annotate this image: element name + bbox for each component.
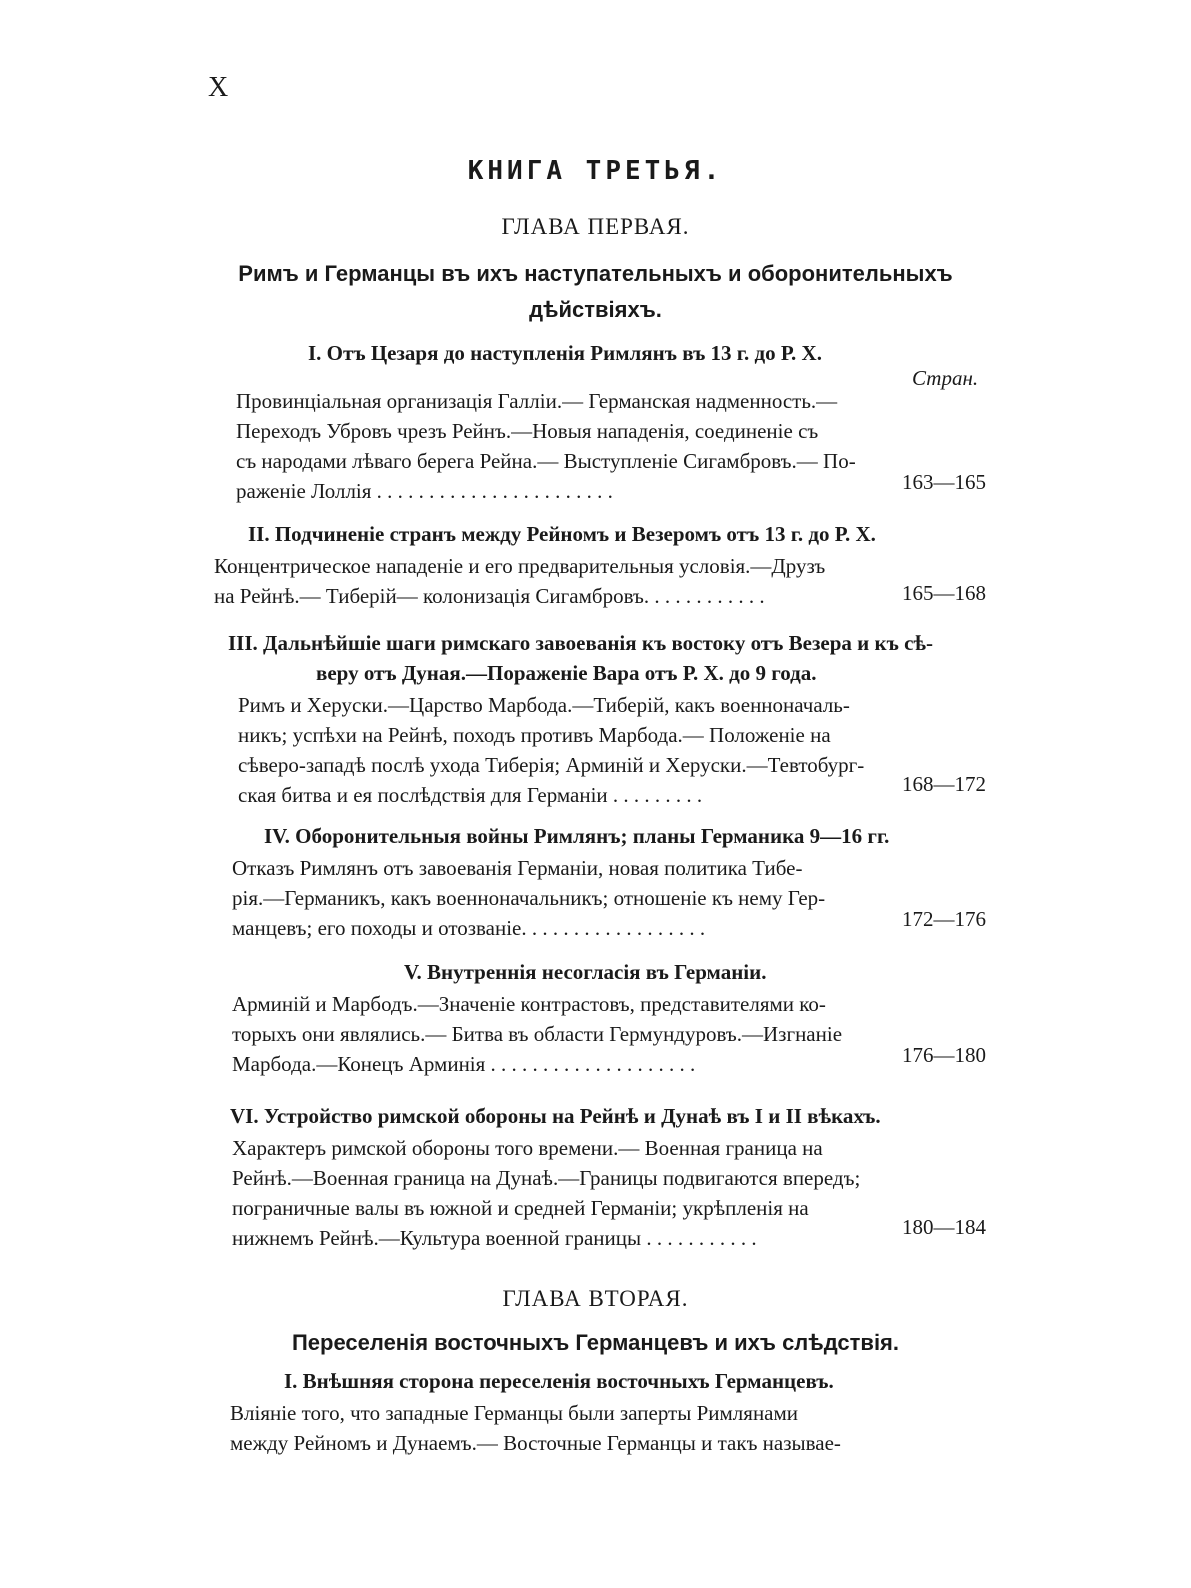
text-line: сѣверо-западѣ послѣ ухода Тиберія; Арминій и Херуски.—Тевтобург- [238,753,865,777]
section-text [232,853,825,943]
page-range: 180—184 [902,1215,986,1239]
text-line: на Рейнѣ.— Тиберій— колонизація Сигамбровъ. . . . . . . . . . . . [214,584,765,608]
text-line: Рейнѣ.—Военная граница на Дунаѣ.—Границы подвигаются впередъ; [232,1166,861,1190]
text-line: Римъ и Херуски.—Царство Марбода.—Тиберій, какъ военноначаль- [238,693,850,717]
text-line: нижнемъ Рейнѣ.—Культура военной границы . . . . . . . . . . . [232,1226,757,1250]
text-line: Отказъ Римлянъ отъ завоеванія Германіи, новая политика Тибе- [232,856,803,880]
chapter-label: ГЛАВА ПЕРВАЯ. [501,214,690,239]
page-range: 168—172 [902,772,986,796]
text-line: Концентрическое нападеніе и его предварительныя условія.—Друзъ [214,554,826,578]
page-range: 172—176 [902,907,986,931]
text-line: Характеръ римской обороны того времени.— Военная граница на [232,1136,823,1160]
section-heading: V. Внутреннія несогласія въ Германіи. [404,960,767,984]
page-range: 176—180 [902,1043,986,1067]
text-line: Провинціальная организація Галліи.— Германская надменность.— [236,389,838,413]
text-line: Переходъ Убровъ чрезъ Рейнъ.—Новыя нападенія, соединеніе съ [236,419,819,443]
text-line: ская битва и ея послѣдствія для Германіи . . . . . . . . . [238,783,703,807]
chapter-title [0,256,1191,328]
text-line: Марбода.—Конецъ Арминія . . . . . . . . . . . . . . . . . . . . [232,1052,696,1076]
section-text [214,551,825,611]
section-heading: I. Внѣшняя сторона переселенія восточныхъ Германцевъ. [284,1369,834,1393]
section-text [238,690,864,810]
page-range: 165—168 [902,581,986,605]
section-text [236,386,856,506]
section-heading-line-2: веру отъ Дуная.—Пораженіе Вара отъ Р. Х. до 9 года. [316,661,817,685]
page-number: X [208,72,230,103]
text-line: между Рейномъ и Дунаемъ.— Восточные Германцы и такъ называе- [230,1431,841,1455]
text-line: пограничные валы въ южной и средней Германіи; укрѣпленія на [232,1196,809,1220]
book-title: КНИГА ТРЕТЬЯ. [467,156,724,186]
section-text [230,1398,841,1458]
section-heading: IV. Оборонительныя войны Римлянъ; планы Германика 9—16 гг. [264,824,890,848]
chapter-title-line-1: Римъ и Германцы въ ихъ наступательныхъ и оборонительныхъ [238,261,953,286]
text-line: Арминій и Марбодъ.—Значеніе контрастовъ, представителями ко- [232,992,826,1016]
section-text [232,1133,860,1253]
text-line: рія.—Германикъ, какъ военноначальникъ; отношеніе къ нему Гер- [232,886,826,910]
page-range: 163—165 [902,470,986,494]
chapter-title-line-2: дѣйствіяхъ. [529,297,662,322]
section-heading: II. Подчиненіе странъ между Рейномъ и Везеромъ отъ 13 г. до Р. Х. [248,522,876,546]
text-line: раженіе Лоллія . . . . . . . . . . . . . . . . . . . . . . . [236,479,613,503]
pages-column-label: Стран. [912,366,979,390]
section-heading: VI. Устройство римской обороны на Рейнѣ и Дунаѣ въ I и II вѣкахъ. [230,1104,881,1128]
section-heading: I. Отъ Цезаря до наступленія Римлянъ въ 13 г. до Р. Х. [308,341,822,365]
text-line: съ народами лѣваго берега Рейна.— Выступленіе Сигамбровъ.— По- [236,449,856,473]
text-line: Вліяніе того, что западные Германцы были заперты Римлянами [230,1401,799,1425]
chapter-title: Переселенія восточныхъ Германцевъ и ихъ слѣдствія. [291,1330,900,1355]
text-line: никъ; успѣхи на Рейнѣ, походъ противъ Марбода.— Положеніе на [238,723,831,747]
chapter-label: ГЛАВА ВТОРАЯ. [502,1286,689,1311]
text-line: торыхъ они являлись.— Битва въ области Гермундуровъ.—Изгнаніе [232,1022,843,1046]
text-line: манцевъ; его походы и отозваніе. . . . . . . . . . . . . . . . . . [232,916,706,940]
section-heading [228,628,933,688]
section-heading-line-1: III. Дальнѣйшіе шаги римскаго завоеванія къ востоку отъ Везера и къ сѣ- [228,631,933,655]
section-text [232,989,842,1079]
